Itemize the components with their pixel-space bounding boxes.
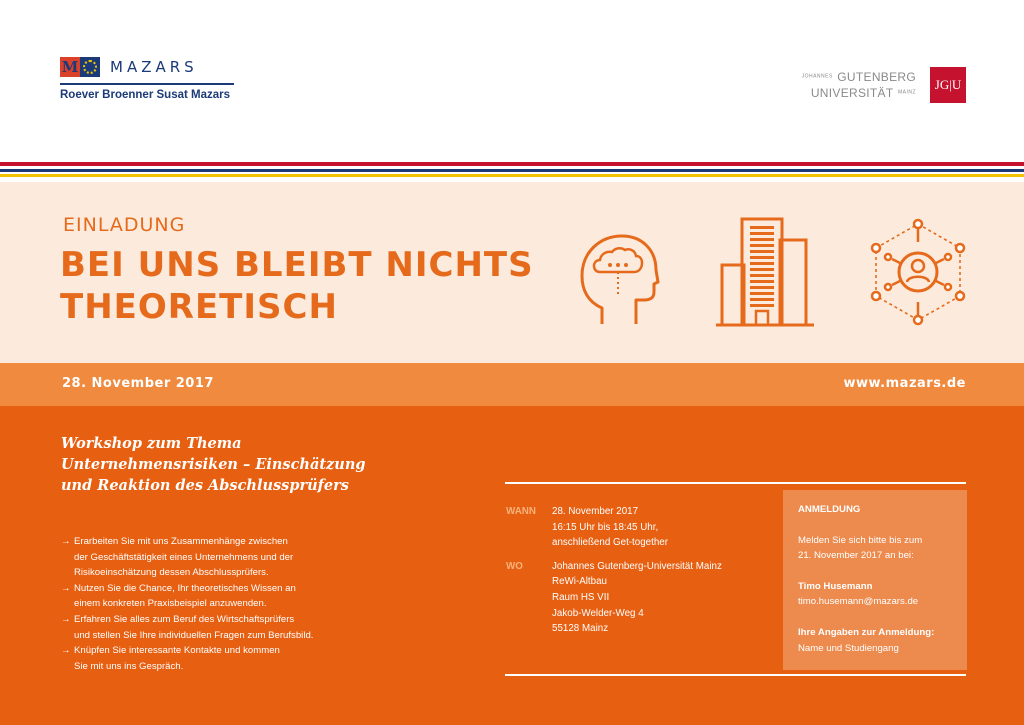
invitation-kicker: EINLADUNG — [63, 214, 186, 236]
arrow-right-icon: → — [61, 536, 71, 547]
where-line: Johannes Gutenberg-Universität Mainz — [552, 560, 722, 572]
bullet-line: Erarbeiten Sie mit uns Zusammenhänge zwischen — [74, 536, 288, 547]
registration-text-line: Melden Sie sich bitte bis zum — [798, 534, 923, 546]
where-line: Raum HS VII — [552, 591, 610, 603]
headline — [60, 244, 534, 328]
where-line: Jakob-Welder-Weg 4 — [552, 607, 644, 619]
jgu-logo — [802, 67, 966, 103]
where-label: WO — [506, 560, 523, 572]
jgu-badge: JG|U — [930, 67, 966, 103]
bullet-line: Nutzen Sie die Chance, Ihr theoretisches Wissen an — [74, 582, 296, 594]
divider-bottom — [505, 674, 966, 676]
list-item — [61, 534, 381, 581]
stripe-red — [0, 162, 1024, 166]
arrow-right-icon: → — [61, 645, 71, 657]
eu-stars-icon — [80, 57, 100, 77]
where-line: 55128 Mainz — [552, 623, 609, 635]
bullet-line: der Geschäftstätigkeit eines Unternehmens und der — [74, 551, 294, 563]
jgu-johannes: JOHANNES — [801, 73, 833, 80]
when-line: anschließend Get-together — [552, 537, 668, 549]
where-line: ReWi-Altbau — [552, 576, 607, 588]
banner — [0, 182, 1024, 363]
mazars-logo — [60, 57, 235, 101]
headline-line-1: BEI UNS BLEIBT NICHTS — [60, 245, 534, 285]
stripe-yellow — [0, 174, 1024, 177]
workshop-title-line-3: und Reaktion des Abschlussprüfers — [61, 477, 349, 494]
website-link[interactable]: www.mazars.de — [843, 376, 966, 391]
registration-contact — [798, 579, 952, 610]
when-line: 28. November 2017 — [552, 506, 639, 517]
network-person-icon — [866, 216, 970, 328]
workshop-title-line-1: Workshop zum Thema — [61, 435, 242, 452]
bullet-line: und stellen Sie Ihre individuellen Fragen zum Berufsbild. — [74, 629, 314, 641]
jgu-universitaet: UNIVERSITÄT — [810, 86, 894, 100]
bullet-line: Erfahren Sie alles zum Beruf des Wirtschaftsprüfers — [74, 613, 295, 625]
when-label: WANN — [506, 506, 536, 517]
jgu-mainz: MAINZ — [897, 89, 916, 96]
list-item — [61, 581, 381, 612]
buildings-icon — [714, 216, 816, 328]
divider-top — [505, 482, 966, 484]
date-bar — [0, 363, 1024, 406]
registration-box — [783, 490, 967, 670]
logo-divider — [60, 83, 234, 85]
workshop-title — [61, 433, 366, 496]
bullet-line: Knüpfen Sie interessante Kontakte und kommen — [74, 645, 280, 657]
arrow-right-icon: → — [61, 613, 71, 625]
registration-text-line: 21. November 2017 an bei: — [798, 550, 914, 562]
arrow-right-icon: → — [61, 582, 71, 594]
jgu-gutenberg: GUTENBERG — [837, 70, 916, 84]
list-item — [61, 612, 381, 643]
stripe-navy — [0, 169, 1024, 172]
headline-line-2: THEORETISCH — [60, 287, 338, 327]
jgu-wordmark — [802, 69, 916, 101]
main-content — [0, 406, 1024, 725]
registration-info-label: Ihre Angaben zur Anmeldung: — [798, 626, 935, 638]
list-item — [61, 643, 381, 674]
registration-info — [798, 625, 952, 656]
where-row — [506, 559, 722, 637]
header — [0, 0, 1024, 160]
event-details — [506, 504, 722, 645]
registration-info-value: Name und Studiengang — [798, 642, 899, 654]
event-date: 28. November 2017 — [62, 376, 214, 391]
bullet-line: einem konkreten Praxisbeispiel anzuwenden. — [74, 598, 267, 610]
contact-name: Timo Husemann — [798, 580, 873, 592]
mazars-m-box: M — [61, 58, 79, 76]
mazars-wordmark: MAZARS — [110, 58, 198, 76]
bullet-line: Sie mit uns ins Gespräch. — [74, 660, 184, 672]
mazars-subtitle: Roever Broenner Susat Mazars — [60, 89, 231, 101]
contact-email[interactable]: timo.husemann@mazars.de — [798, 596, 919, 608]
workshop-title-line-2: Unternehmensrisiken – Einschätzung — [61, 456, 366, 473]
when-row — [506, 504, 722, 551]
bullet-list — [61, 534, 381, 674]
head-cloud-icon — [578, 232, 662, 328]
when-line: 16:15 Uhr bis 18:45 Uhr, — [552, 521, 659, 533]
registration-text — [798, 533, 952, 564]
bullet-line: Risikoeinschätzung dessen Abschlussprüfers. — [74, 567, 269, 579]
registration-title: ANMELDUNG — [798, 504, 861, 515]
